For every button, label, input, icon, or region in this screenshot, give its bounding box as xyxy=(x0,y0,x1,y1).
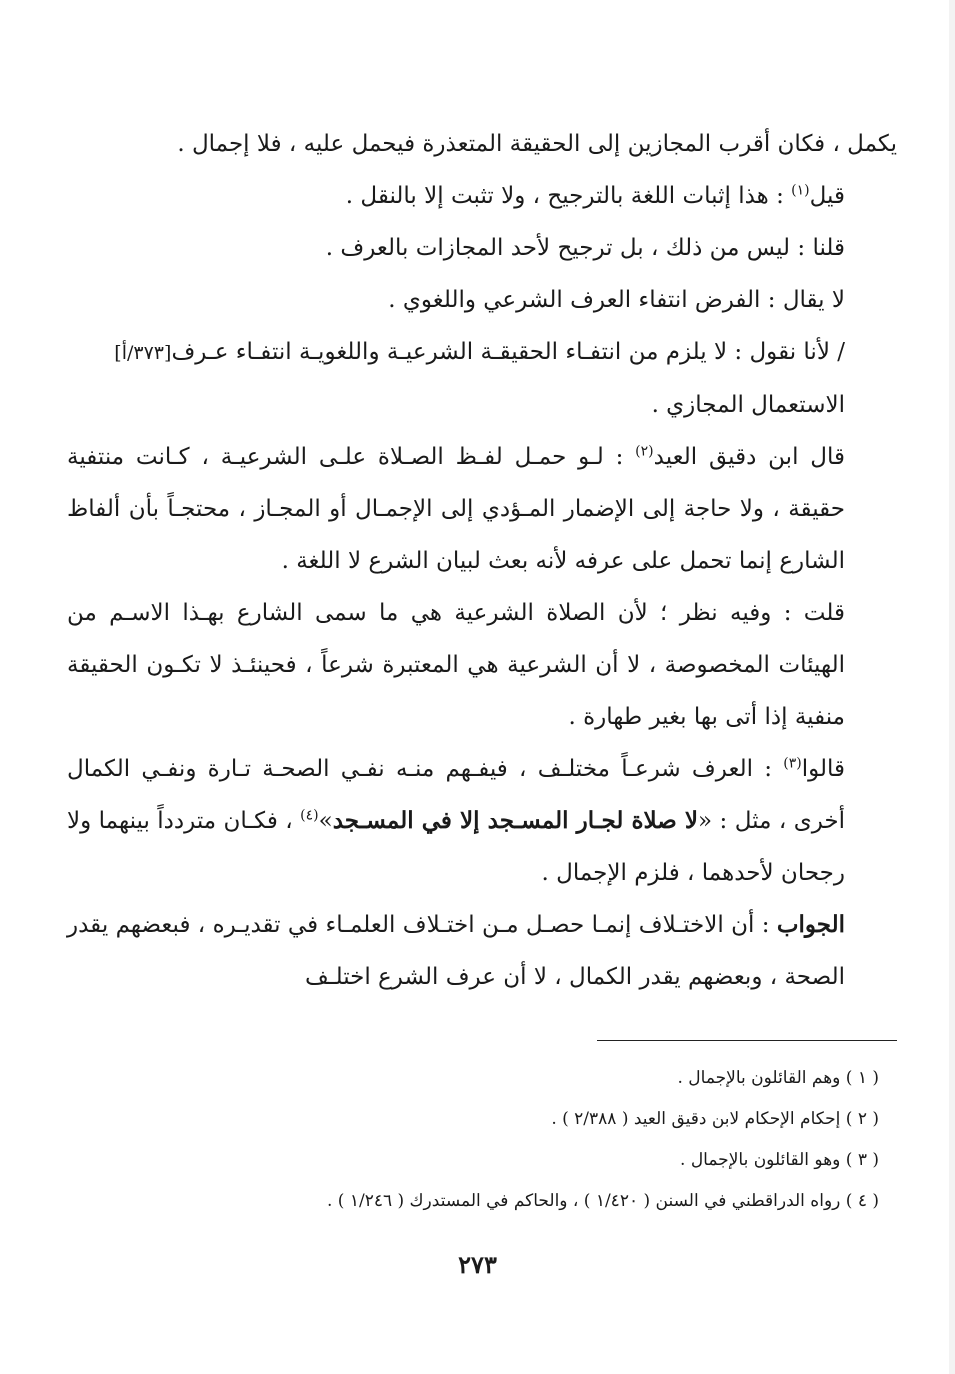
footnote-ref-2[interactable]: (٢) xyxy=(635,443,654,460)
answer-heading: الجواب xyxy=(776,911,845,938)
footnote-ref-1[interactable]: (١) xyxy=(791,182,810,199)
main-text xyxy=(67,118,897,1003)
paragraph-8: قالوا$^{(٣)}$ : العرف شرعـاً مختلـف ، فيفـهم منـه نفـي الصحـة تـارة ونفـي الكمال أخرى ، مثل : «لا صلاة لجـار المسـجد إلا في المسـجد»$^{(٤)}$ ، فكـان متردداً بينهما ولا رجحان لأحدهما ، فلزم الإجمال . xyxy=(67,755,846,886)
paragraph-2: قيل$^{(١)}$ : هذا إثبات اللغة بالترجيح ، ولا تثبت إلا بالنقل . xyxy=(345,182,845,209)
paragraph-3: قلنا : ليس من ذلك ، بل ترجيح لأحد المجازات بالعرف . xyxy=(325,235,845,261)
paragraph-6: قال ابن دقيق العيد$^{(٢)}$ : لـو حمـل لفـظ الصـلاة علـى الشرعيـة ، كـانت منتفية حقيقة ، ولا حاجة إلى الإضمار المـؤدي إلى الإجمـال أو المجـاز ، محتجـاً بأن ألفاظ الشارع إنما تحمل على عرفه لأنه بعث لبيان الشرع لا اللغة . xyxy=(67,443,845,574)
page-number: ٢٧٣ xyxy=(458,1250,497,1279)
hadith-quote: لا صلاة لجـار المسـجد إلا في المسـجد xyxy=(332,807,699,834)
paragraph-9: الجواب : أن الاختـلاف إنمـا حصـل مـن اختـلاف العلمـاء في تقديـره ، فبعضهم يقدر الصحة ، وبعضهم يقدر الكمال ، لا أن عرف الشرع اختلـف xyxy=(67,911,845,990)
manuscript-folio-ref: [٣٧٣/أ] xyxy=(114,342,172,364)
footnote-separator xyxy=(597,1040,897,1041)
paragraph-7: قلت : وفيه نظر ؛ لأن الصلاة الشرعية هي ما سمى الشارع بهـذا الاسـم من الهيئات المخصوصة ، لا أن الشرعية هي المعتبرة شرعاً ، فحينئـذ لا تكـون الحقيقة منفية إذا أتى بها بغير طهارة . xyxy=(67,600,845,730)
footnotes xyxy=(69,1058,879,1222)
footnote-1: ( ١ ) وهم القائلون بالإجمال . xyxy=(677,1068,879,1088)
page-edge-shadow xyxy=(949,0,955,1374)
paragraph-5: / لأنا نقول : لا يلزم من انتفـاء الحقيقـة الشرعيـة واللغويـة انتفـاء عـرف[٣٧٣/أ] الاستعمال المجازي . xyxy=(114,339,845,418)
paragraph-1: يكمل ، فكان أقرب المجازين إلى الحقيقة المتعذرة فيحمل عليه ، فلا إجمال . xyxy=(177,131,897,157)
footnote-3: ( ٣ ) وهو القائلون بالإجمال . xyxy=(680,1150,879,1170)
paragraph-4: لا يقال : الفرض انتفاء العرف الشرعي واللغوي . xyxy=(388,287,845,313)
footnote-2: ( ٢ ) إحكام الإحكام لابن دقيق العيد ( ٢/٣٨٨ ) . xyxy=(551,1109,879,1129)
footnote-ref-3[interactable]: (٣) xyxy=(783,755,802,772)
footnote-ref-4[interactable]: (٤) xyxy=(300,807,319,824)
footnote-4: ( ٤ ) رواه الدراقطني في السنن ( ١/٤٢٠ ) ، والحاكم في المستدرك ( ١/٢٤٦ ) . xyxy=(327,1191,879,1211)
